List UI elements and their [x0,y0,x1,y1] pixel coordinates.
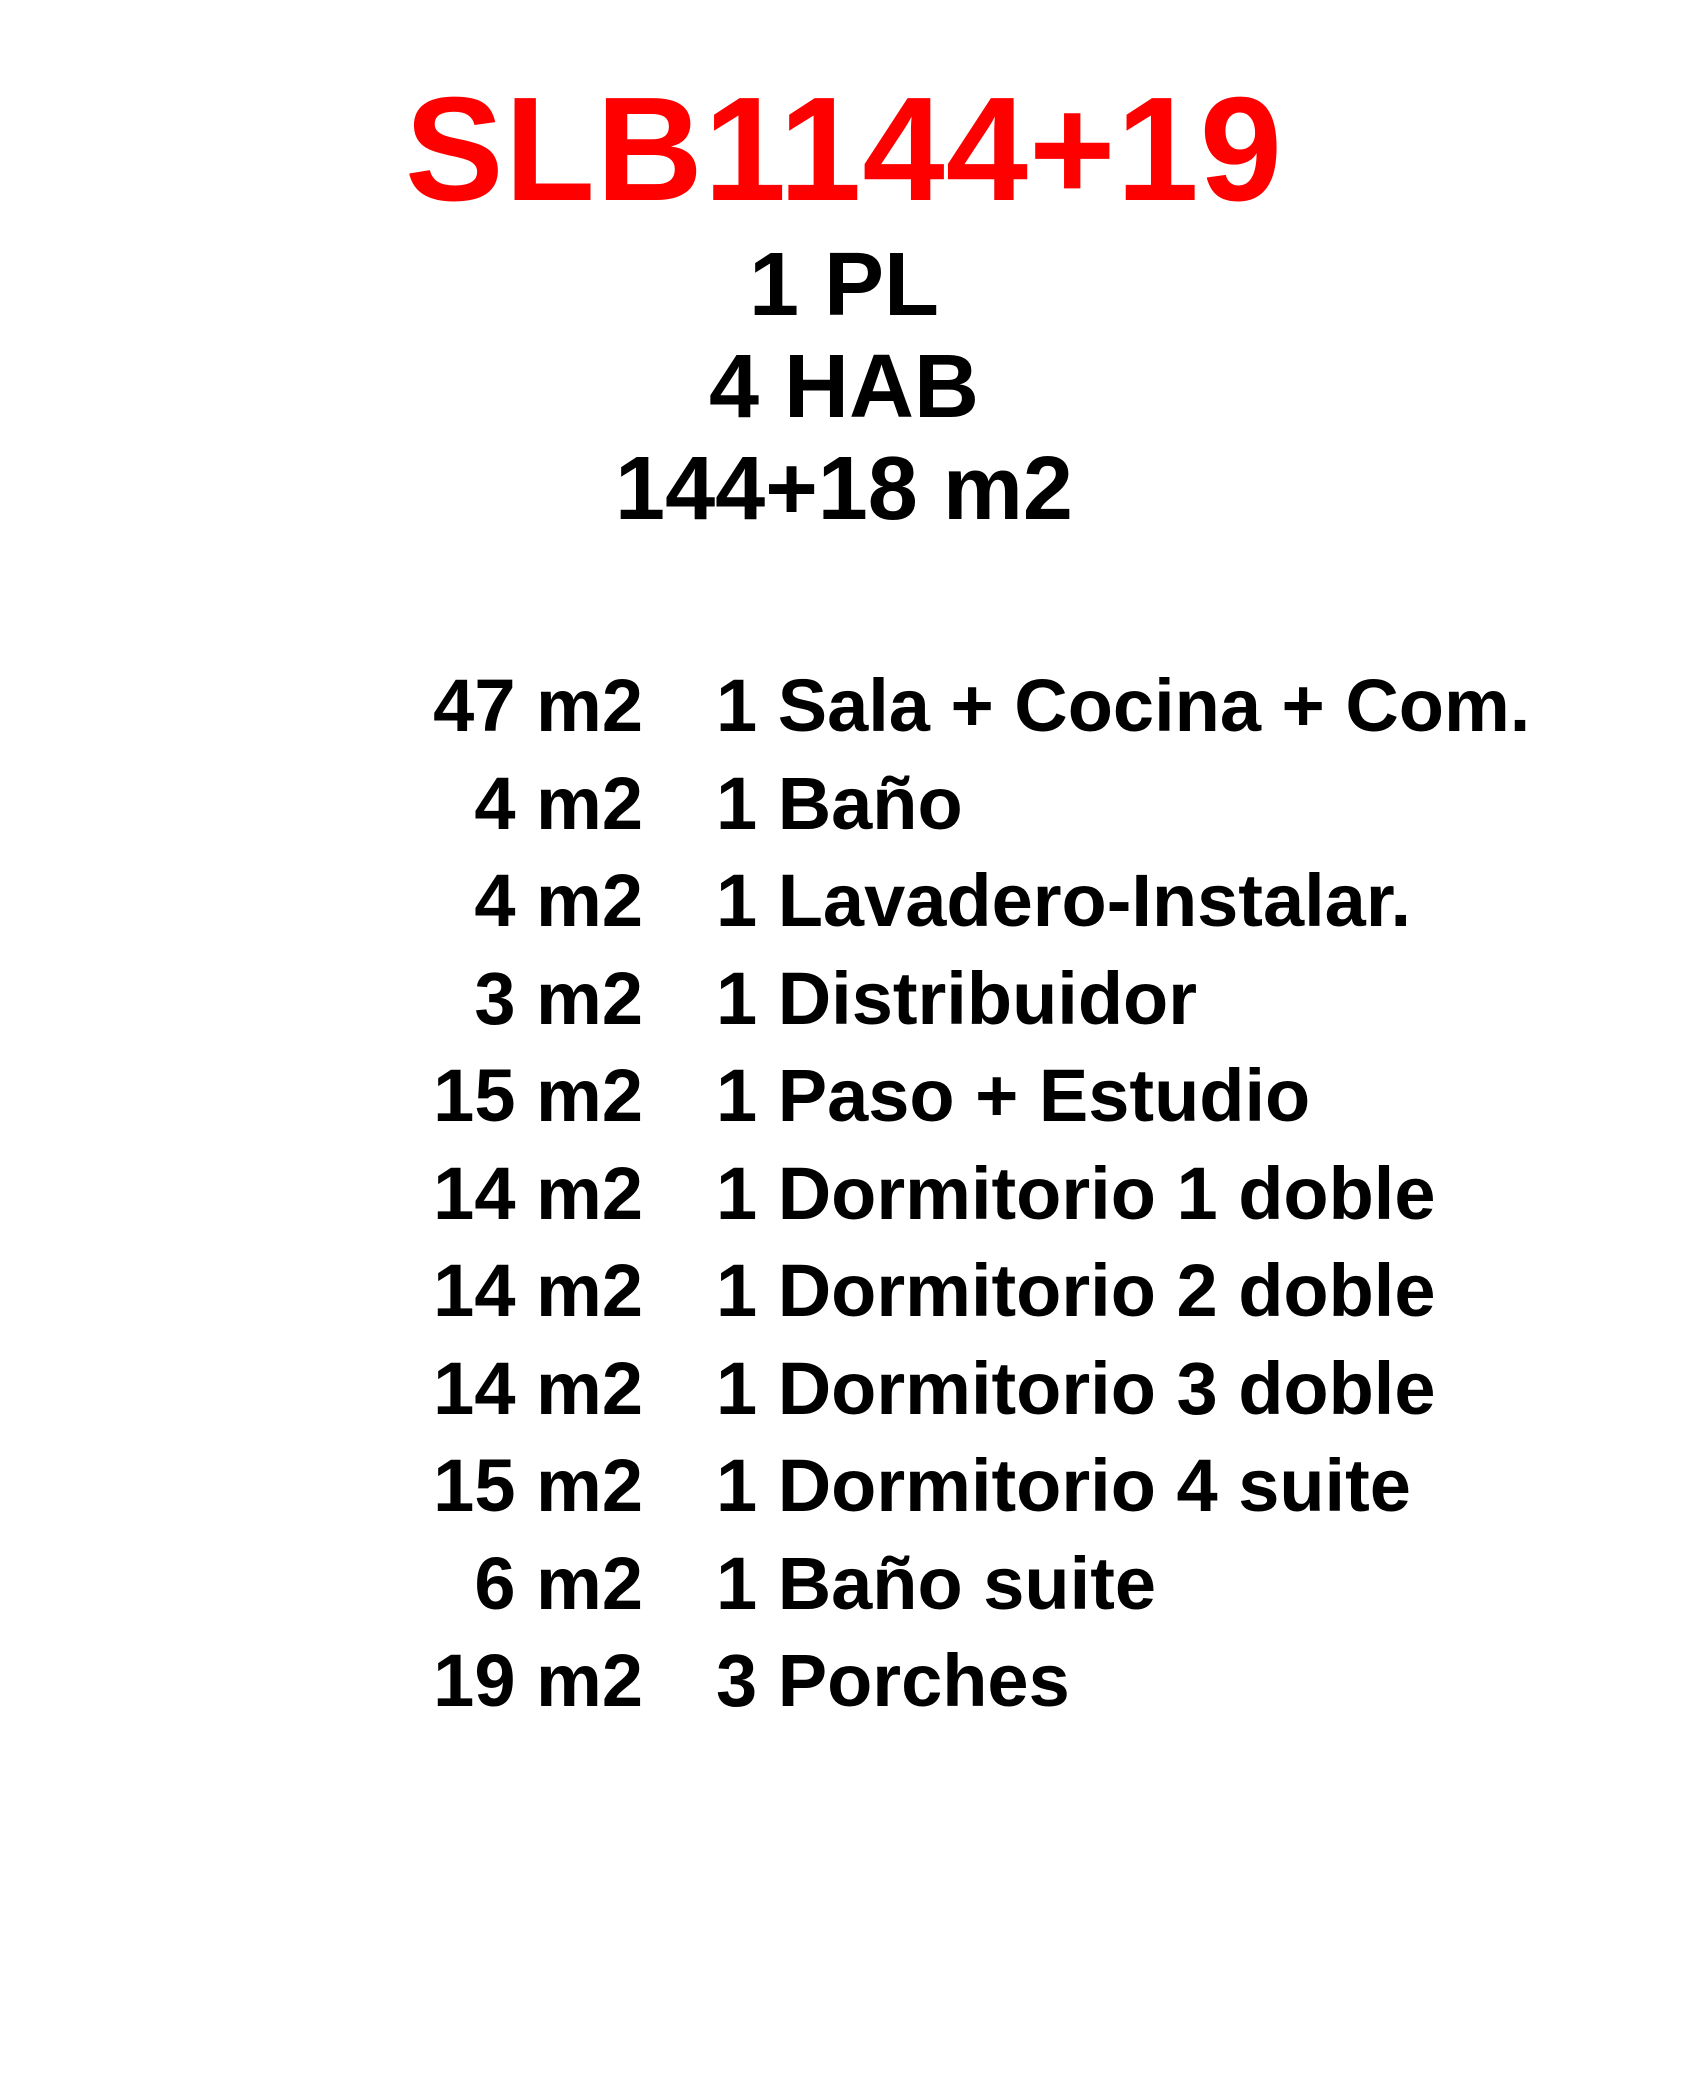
room-name: 1 Lavadero-Instalar. [716,859,1412,942]
room-area: 4 m2 [474,761,643,845]
room-area: 6 m2 [474,1541,643,1625]
room-row [0,1340,1688,1438]
room-area: 4 m2 [474,859,643,942]
room-name: 1 Dormitorio 1 doble [716,1151,1436,1235]
room-name: 1 Paso + Estudio [716,1054,1311,1137]
room-row [0,1535,1688,1633]
room-list [0,657,1688,1730]
room-name: 3 Porches [716,1639,1070,1722]
room-area: 15 m2 [433,1444,643,1527]
room-name: 1 Sala + Cocina + Com. [716,664,1531,747]
room-row [0,1145,1688,1243]
room-row [0,1047,1688,1145]
room-area: 19 m2 [433,1639,643,1722]
room-row [0,755,1688,853]
room-row [0,1437,1688,1535]
room-name: 1 Distribuidor [716,956,1198,1040]
room-row [0,1242,1688,1340]
room-row [0,852,1688,950]
room-area: 14 m2 [433,1151,643,1235]
summary-floors: 1 PL [748,235,940,335]
room-area: 15 m2 [433,1054,643,1137]
room-name: 1 Baño [716,761,963,845]
room-name: 1 Baño suite [716,1541,1156,1625]
room-row [0,657,1688,755]
room-row [0,950,1688,1048]
room-area: 14 m2 [433,1346,643,1430]
room-row [0,1632,1688,1730]
summary-rooms: 4 HAB [708,337,980,437]
room-area: 47 m2 [433,664,643,747]
room-name: 1 Dormitorio 2 doble [716,1249,1436,1332]
room-name: 1 Dormitorio 4 suite [716,1444,1411,1527]
document-title: SLB1144+19 [404,67,1284,232]
room-area: 14 m2 [433,1249,643,1332]
summary-area: 144+18 m2 [615,439,1073,539]
room-area: 3 m2 [474,956,643,1040]
room-name: 1 Dormitorio 3 doble [716,1346,1436,1430]
